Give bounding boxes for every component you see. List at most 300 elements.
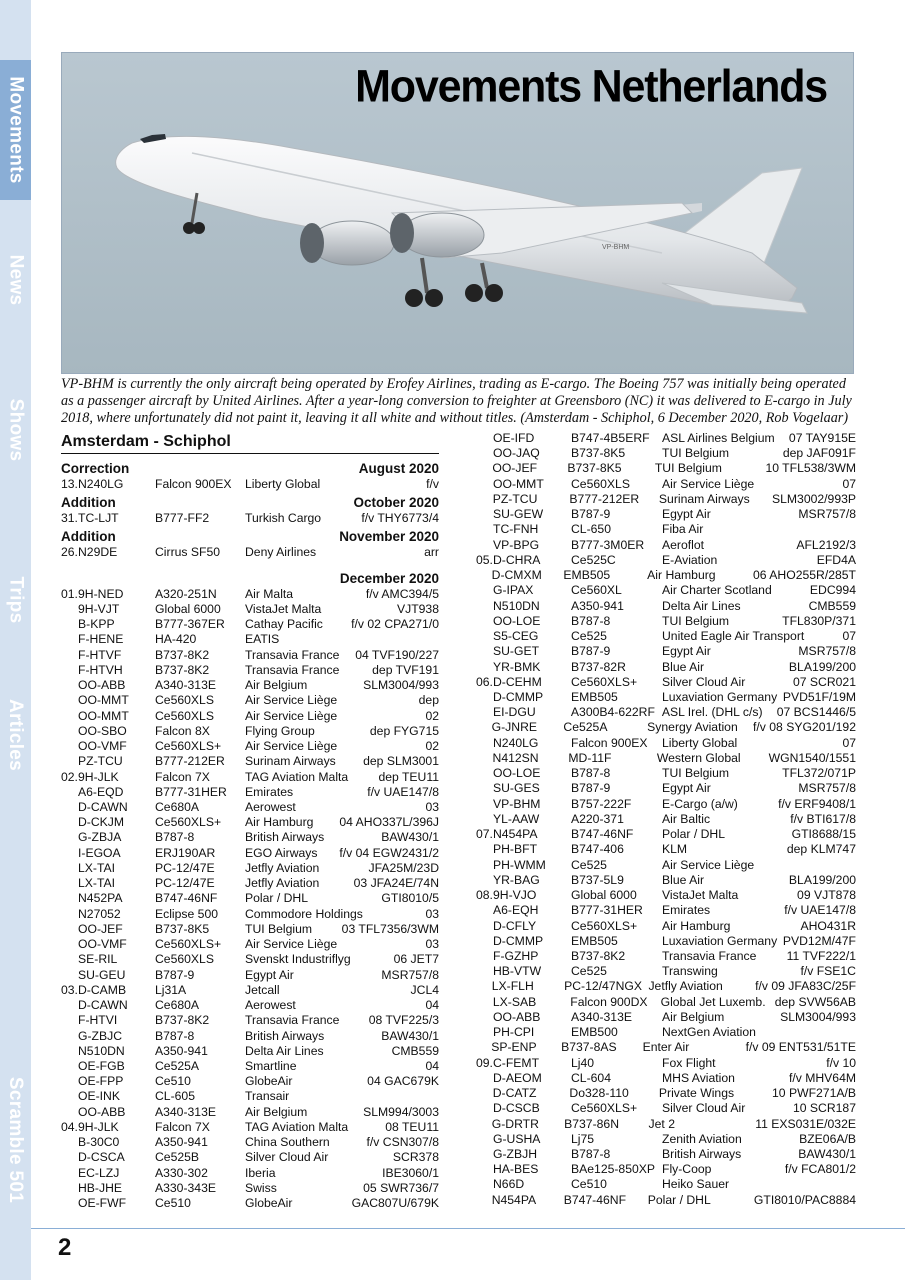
operator: Air Hamburg [662, 918, 731, 933]
aircraft-type: B747-406 [571, 842, 624, 857]
day [476, 492, 493, 507]
operator: Air Belgium [662, 1009, 725, 1024]
section-period: October 2020 [353, 495, 439, 511]
day [61, 1074, 78, 1089]
registration: G-ZBJC [78, 1028, 123, 1043]
operator: United Eagle Air Transport [662, 629, 805, 644]
day [61, 815, 78, 830]
aircraft-type: B787-9 [571, 781, 611, 796]
operator: Polar / DHL [647, 1192, 711, 1207]
day [61, 891, 78, 906]
section-period: December 2020 [339, 570, 439, 586]
remarks [335, 1089, 439, 1104]
aircraft-type: B747-46NF [571, 827, 634, 842]
movement-row [476, 979, 856, 994]
day [476, 1162, 493, 1177]
movement-row [61, 602, 439, 617]
page-number: 2 [58, 1234, 72, 1261]
movement-row [61, 1074, 439, 1089]
day [61, 922, 78, 937]
movement-row [61, 724, 439, 739]
movement-row [476, 766, 856, 781]
remarks: SLM3004/993 [363, 678, 439, 693]
remarks: 10 PWF271A/B [772, 1086, 856, 1101]
day [61, 846, 78, 861]
movement-row [61, 1181, 439, 1196]
movement-row [61, 678, 439, 693]
operator: Aerowest [245, 998, 296, 1013]
remarks: BLA199/200 [788, 659, 856, 674]
operator: Air Service Liège [245, 708, 338, 723]
movement-row [476, 736, 856, 751]
remarks: GAC807U/679K [351, 1196, 439, 1211]
aircraft-type: PC-12/47NGX [564, 979, 642, 994]
movement-row [61, 815, 439, 830]
aircraft-type: Ce510 [571, 1177, 607, 1192]
operator: NextGen Aviation [662, 1025, 756, 1040]
day [476, 1010, 493, 1025]
remarks [777, 1177, 856, 1192]
remarks [335, 632, 439, 647]
operator: Jetcall [245, 982, 280, 997]
aircraft-type: B737-8K5 [155, 921, 210, 936]
aircraft-type: ERJ190AR [155, 845, 216, 860]
aircraft-type: Ce510 [155, 1074, 191, 1089]
aircraft-type: Eclipse 500 [155, 906, 219, 921]
day [61, 1166, 78, 1181]
registration: N66D [493, 1177, 525, 1192]
aircraft-type: MD-11F [568, 750, 612, 765]
registration: 9H-VJO [493, 888, 537, 903]
day [476, 1025, 493, 1040]
aircraft-type: Lj75 [571, 1131, 595, 1146]
registration: OO-LOE [493, 613, 541, 628]
aircraft-type: B737-8K5 [567, 461, 622, 476]
remarks: 04 [425, 998, 439, 1013]
movement-row [476, 614, 856, 629]
day [61, 800, 78, 815]
day: 04. [61, 1119, 78, 1134]
operator: MHS Aviation [662, 1070, 735, 1085]
day [476, 1086, 493, 1101]
registration: N240LG [78, 477, 124, 491]
registration: PH-BFT [493, 842, 538, 857]
operator: Blue Air [662, 659, 705, 674]
registration: A6-EQD [78, 784, 124, 799]
aircraft-type: Ce525A [563, 720, 608, 735]
aircraft-type: Ce560XLS+ [571, 1101, 638, 1116]
operator: E-Cargo (a/w) [662, 796, 738, 811]
aircraft-type: Ce560XLS+ [155, 739, 222, 754]
registration: I-EGOA [78, 845, 121, 860]
remarks: 04 GAC679K [367, 1074, 439, 1089]
remarks: f/v UAE147/8 [784, 903, 856, 918]
registration: F-HENE [78, 632, 124, 647]
operator: Svenskt Industriflyg [245, 952, 351, 967]
registration: LX-TAI [78, 860, 116, 875]
day: 06. [476, 674, 493, 689]
day [476, 842, 493, 857]
aircraft-type: PC-12/47E [155, 876, 215, 891]
day [476, 522, 493, 537]
registration: LX-TAI [78, 876, 116, 891]
section-header [61, 460, 439, 477]
movement-row [476, 461, 856, 476]
movement-row [476, 1193, 856, 1208]
registration: SU-GET [493, 644, 540, 659]
operator: VistaJet Malta [662, 888, 739, 903]
remarks: 10 TFL538/3WM [765, 461, 856, 476]
operator: Aerowest [245, 799, 296, 814]
registration: D-CSCA [78, 1150, 125, 1165]
photo-registration: VP-BHM [602, 244, 630, 251]
operator: British Airways [245, 830, 325, 845]
movement-row [61, 477, 439, 492]
aircraft-type: Lj40 [571, 1055, 595, 1070]
aircraft-type: Ce560XLS [571, 476, 630, 491]
remarks: BZE06A/B [799, 1131, 856, 1146]
registration: N29DE [78, 545, 118, 560]
aircraft-type: B777-31HER [571, 903, 643, 918]
remarks: 07 [842, 476, 856, 491]
movement-row [61, 1150, 439, 1165]
aircraft-type: Ce560XLS+ [155, 937, 222, 952]
registration: F-GZHP [493, 948, 539, 963]
day [476, 1117, 492, 1132]
movement-row [61, 785, 439, 800]
day: 08. [476, 888, 493, 903]
aircraft-type: Ce525 [571, 629, 607, 644]
operator: Air Baltic [662, 811, 711, 826]
tab-trips[interactable]: Trips [5, 576, 27, 624]
operator: Liberty Global [245, 477, 321, 491]
registration: SE-RIL [78, 952, 118, 967]
day [476, 477, 493, 492]
remarks: BAW430/1 [381, 830, 439, 845]
day [476, 919, 493, 934]
aircraft-type: Ce510 [155, 1196, 191, 1211]
remarks: 07 SCR021 [792, 674, 856, 689]
aircraft-type: B787-8 [571, 613, 611, 628]
aircraft-type: Global 6000 [155, 601, 221, 616]
aircraft-type: Ce560XLS+ [571, 918, 638, 933]
movement-row [61, 1013, 439, 1028]
operator: TUI Belgium [662, 446, 730, 461]
day [476, 873, 493, 888]
registration: OE-INK [78, 1089, 120, 1104]
aircraft-type: Ce560XLS [155, 708, 214, 723]
registration: OO-SBO [78, 723, 127, 738]
registration: 9H-JLK [78, 769, 119, 784]
sidebar [0, 0, 31, 1280]
movement-row [61, 511, 439, 526]
aircraft-type: Ce680A [155, 998, 200, 1013]
registration: EC-LZJ [78, 1165, 120, 1180]
remarks: SLM994/3003 [363, 1104, 439, 1119]
tab-articles[interactable]: Articles [5, 698, 27, 772]
aircraft-type: Ce560XLS [155, 693, 214, 708]
remarks: CMB559 [391, 1043, 439, 1058]
section-period: November 2020 [339, 529, 439, 545]
operator: Transavia France [662, 948, 757, 963]
movement-row [61, 891, 439, 906]
day: 05. [476, 552, 493, 567]
registration: G-ZBJH [493, 1147, 538, 1162]
day [61, 724, 78, 739]
day [476, 720, 492, 735]
tab-movements[interactable]: Movements [0, 60, 31, 200]
movement-row [476, 995, 856, 1010]
day [476, 964, 493, 979]
remarks: 06 AHO255R/285T [753, 568, 856, 583]
day [61, 632, 78, 647]
remarks: 04 TVF190/227 [355, 647, 439, 662]
day [61, 952, 78, 967]
remarks [777, 522, 856, 537]
registration: OE-IFD [493, 431, 535, 445]
movement-row [476, 781, 856, 796]
operator: Egypt Air [662, 644, 711, 659]
operator: Egypt Air [662, 781, 711, 796]
remarks: 11 EXS031E/032E [755, 1116, 856, 1131]
operator: VistaJet Malta [245, 601, 322, 616]
operator: Fox Flight [662, 1055, 716, 1070]
aircraft-type: EMB500 [571, 1025, 618, 1040]
registration: PH-CPI [493, 1025, 535, 1040]
operator: Synergy Aviation [647, 720, 738, 735]
registration: F-HTVF [78, 647, 122, 662]
registration: N454PA [491, 1192, 537, 1207]
day [61, 648, 78, 663]
movement-row [476, 1086, 856, 1101]
registration: YR-BAG [493, 872, 540, 887]
remarks: TFL372/071P [782, 766, 856, 781]
remarks: f/v MHV64M [788, 1070, 856, 1085]
operator: Fiba Air [662, 522, 704, 537]
operator: Transavia France [245, 647, 340, 662]
remarks: 07 BCS1446/5 [776, 705, 856, 720]
operator: KLM [662, 842, 688, 857]
remarks: CMB559 [808, 598, 856, 613]
day [61, 1013, 78, 1028]
remarks: 08 TEU11 [385, 1119, 439, 1134]
aircraft-type: B737-8K5 [571, 446, 626, 461]
aircraft-type: A350-941 [155, 1043, 208, 1058]
day: 26. [61, 545, 78, 560]
aircraft-type: Lj31A [155, 982, 187, 997]
operator: Smartline [245, 1058, 297, 1073]
operator: TAG Aviation Malta [245, 1119, 349, 1134]
movement-row [61, 1029, 439, 1044]
registration: A6-EQH [493, 903, 539, 918]
remarks: AHO431R [800, 918, 856, 933]
aircraft-type: A220-371 [571, 811, 624, 826]
operator: British Airways [245, 1028, 325, 1043]
remarks: 10 SCR187 [792, 1101, 856, 1116]
registration: D-CKJM [78, 815, 125, 830]
aircraft-type: B777-367ER [155, 617, 225, 632]
registration: YR-BMK [493, 659, 541, 674]
operator: TUI Belgium [654, 461, 722, 476]
aircraft-type: B787-8 [155, 1028, 195, 1043]
movement-row [61, 861, 439, 876]
registration: OO-ABB [78, 1104, 126, 1119]
tab-shows[interactable]: Shows [5, 398, 27, 462]
operator: Blue Air [662, 872, 705, 887]
movement-row [61, 937, 439, 952]
movement-row [61, 998, 439, 1013]
registration: OE-FPP [78, 1074, 124, 1089]
day [61, 1105, 78, 1120]
aircraft-photo [61, 52, 854, 374]
registration: D-CEHM [493, 674, 542, 689]
day [476, 568, 492, 583]
remarks: EFD4A [816, 552, 856, 567]
remarks: 04 AHO337L/396J [339, 815, 439, 830]
day [61, 937, 78, 952]
operator: Heiko Sauer [662, 1177, 730, 1192]
operator: GlobeAir [245, 1196, 293, 1211]
registration: HB-JHE [78, 1180, 123, 1195]
operator: EGO Airways [245, 845, 318, 860]
registration: G-JNRE [491, 720, 538, 735]
aircraft-type: B777-FF2 [155, 511, 210, 526]
aircraft-type: B777-31HER [155, 784, 227, 799]
day [476, 995, 493, 1010]
registration: N240LG [493, 735, 539, 750]
day: 31. [61, 511, 78, 526]
registration: D-CFLY [493, 918, 537, 933]
registration: PZ-TCU [492, 491, 538, 506]
day [476, 690, 493, 705]
movement-row [476, 797, 856, 812]
movement-row [61, 648, 439, 663]
remarks: GTI8010/5 [381, 891, 439, 906]
aircraft-type: Ce560XLS [155, 952, 214, 967]
movement-row [476, 644, 856, 659]
operator: Luxaviation Germany [662, 933, 778, 948]
remarks: AFL2192/3 [796, 537, 856, 552]
remarks: 06 JET7 [393, 952, 439, 967]
movement-row [476, 964, 856, 979]
day [61, 1044, 78, 1059]
movement-row [476, 538, 856, 553]
aircraft-type: B777-212ER [155, 754, 225, 769]
aircraft-type: CL-605 [155, 1089, 195, 1104]
operator: Silver Cloud Air [245, 1150, 329, 1165]
aircraft-type: A350-941 [155, 1135, 208, 1150]
aircraft-type: Falcon 7X [155, 1119, 210, 1134]
registration: OO-LOE [493, 766, 541, 781]
aircraft-type: B747-46NF [155, 891, 218, 906]
remarks: f/v [426, 477, 439, 491]
movement-row [476, 431, 856, 446]
registration: D-CAWN [78, 799, 128, 814]
operator: EATIS [245, 632, 280, 647]
registration: D-CMMP [493, 933, 544, 948]
movement-row [61, 739, 439, 754]
day [61, 1059, 78, 1074]
movement-row [476, 751, 856, 766]
tab-scramble[interactable]: Scramble 501 [5, 1076, 27, 1204]
operator: Air Hamburg [647, 568, 716, 583]
day [61, 1135, 78, 1150]
aircraft-type: B787-8 [571, 1147, 611, 1162]
section-type: Addition [61, 495, 116, 511]
aircraft-type: B737-86N [564, 1116, 620, 1131]
remarks: f/v CSN307/8 [366, 1135, 439, 1150]
aircraft-type: A320-251N [155, 586, 217, 601]
operator: Cathay Pacific [245, 617, 323, 632]
remarks: 03 TFL7356/3WM [341, 921, 439, 936]
section-period: August 2020 [358, 461, 439, 476]
registration: D-CAMB [78, 982, 127, 997]
registration: D-CMMP [493, 689, 544, 704]
day [476, 934, 493, 949]
movement-row [476, 507, 856, 522]
operator: Polar / DHL [662, 827, 725, 842]
aircraft-type: B787-8 [155, 830, 195, 845]
day [61, 754, 78, 769]
operator: GlobeAir [245, 1074, 293, 1089]
registration: YL-AAW [493, 811, 540, 826]
operator: Silver Cloud Air [662, 674, 746, 689]
remarks: EDC994 [809, 583, 856, 598]
section-header [61, 494, 439, 511]
registration: TC-FNH [493, 522, 539, 537]
movement-row [61, 952, 439, 967]
aircraft-type: Ce525B [155, 1150, 200, 1165]
page-title: Movements Netherlands [355, 61, 827, 113]
tab-news[interactable]: News [5, 254, 27, 306]
day [476, 1147, 493, 1162]
aircraft-type: A330-302 [155, 1165, 208, 1180]
section-type: Addition [61, 529, 116, 545]
operator: Air Malta [245, 586, 294, 601]
remarks: f/v 02 CPA271/0 [351, 617, 439, 632]
day: 13. [61, 477, 78, 491]
movement-row [476, 934, 856, 949]
day [61, 1089, 78, 1104]
registration: PZ-TCU [78, 754, 123, 769]
day [476, 446, 493, 461]
day [476, 629, 493, 644]
movements-column-left [61, 432, 439, 1211]
aircraft-type: Ce525C [571, 552, 616, 567]
remarks: dep FYG715 [369, 723, 439, 738]
registration: OE-FWF [78, 1196, 127, 1211]
aircraft-type: B737-5L9 [571, 872, 624, 887]
day [61, 1181, 78, 1196]
aircraft-type: Ce560XL [571, 583, 622, 598]
operator: Fly-Coop [662, 1162, 712, 1177]
remarks: 05 SWR736/7 [363, 1180, 439, 1195]
photo-caption: VP-BHM is currently the only aircraft being operated by Erofey Airlines, trading as E-cargo. The Boeing 757 was initially being operated as a passenger aircraft by United Airlines. After a year-long conversion to freighter at Greensboro (NC) it was delivered to E-cargo in July 2018, where unfortunately did not paint it, leaving it all white and without titles. (Amsterdam - Schiphol, 6 December 2020, Rob Vogelaar) [61, 376, 852, 426]
remarks: GTI8688/15 [791, 827, 856, 842]
remarks: SLM3002/993P [771, 491, 857, 506]
registration: B-KPP [78, 617, 115, 632]
remarks: dep KLM747 [786, 842, 856, 857]
day [61, 678, 78, 693]
registration: OO-VMF [78, 937, 127, 952]
aircraft-type: Falcon 8X [155, 723, 210, 738]
operator: Commodore Holdings [245, 906, 363, 921]
remarks: JFA25M/23D [368, 860, 439, 875]
day [476, 903, 493, 918]
aircraft-type: B787-8 [571, 766, 611, 781]
movement-row [476, 553, 856, 568]
movement-row [476, 919, 856, 934]
